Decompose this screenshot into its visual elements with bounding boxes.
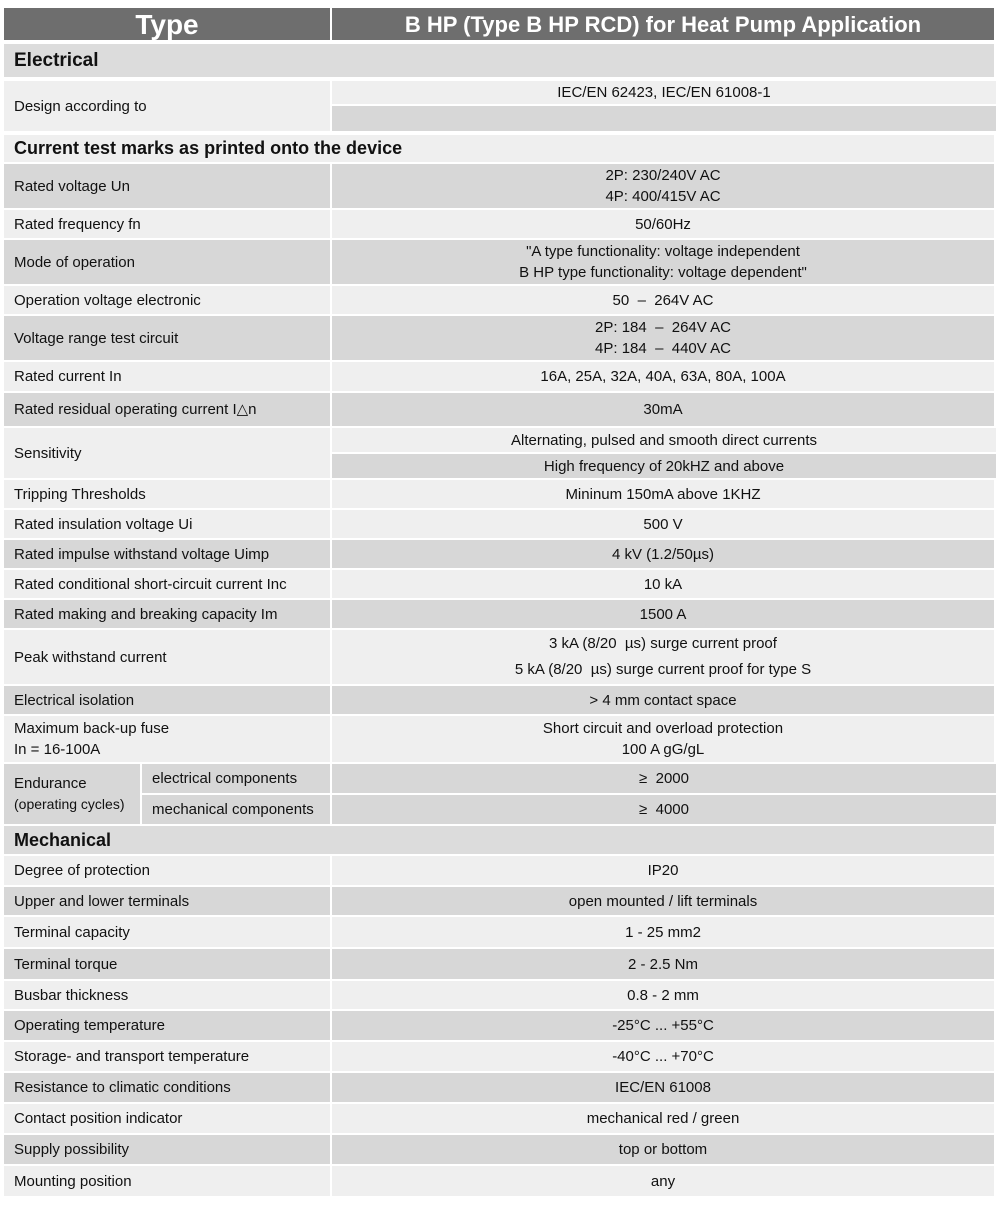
row-value: 500 V	[332, 510, 996, 540]
table-row	[4, 1042, 996, 1073]
row-value: 0.8 - 2 mm	[332, 981, 996, 1011]
row-label: Resistance to climatic conditions	[4, 1073, 332, 1104]
table-row	[4, 686, 996, 716]
row-label: Sensitivity	[4, 428, 332, 480]
row-value: 2 - 2.5 Nm	[332, 949, 996, 981]
row-label: Rated frequency fn	[4, 210, 332, 240]
row-label: Rated residual operating current I△n	[4, 393, 332, 428]
table-row	[4, 286, 996, 316]
label-line: Maximum back-up fuse	[14, 720, 170, 737]
table-row	[4, 716, 996, 764]
row-label: Operating temperature	[4, 1011, 332, 1042]
row-value: any	[332, 1166, 996, 1198]
table-row	[4, 1135, 996, 1166]
row-value: 1500 A	[332, 600, 996, 630]
row-value: -25°C ... +55°C	[332, 1011, 996, 1042]
row-label: Rated impulse withstand voltage Uimp	[4, 540, 332, 570]
row-value: 50 – 264V AC	[332, 286, 996, 316]
type-header: Type	[4, 8, 332, 42]
endurance-sublabels	[142, 764, 332, 826]
row-label: Mode of operation	[4, 240, 332, 286]
row-value: 30mA	[332, 393, 996, 428]
row-label: Storage- and transport temperature	[4, 1042, 332, 1073]
value-line: Short circuit and overload protection	[542, 720, 784, 737]
row-value	[332, 164, 996, 210]
mechanical-components-label: mechanical components	[142, 795, 332, 826]
row-label: Rated insulation voltage Ui	[4, 510, 332, 540]
table-row	[4, 949, 996, 981]
section-row	[4, 135, 996, 164]
value-line: 4P: 184 – 440V AC	[595, 340, 731, 357]
row-value: open mounted / lift terminals	[332, 887, 996, 917]
row-label: Busbar thickness	[4, 981, 332, 1011]
table-row	[4, 510, 996, 540]
table-row	[4, 393, 996, 428]
product-title: B HP (Type B HP RCD) for Heat Pump Application	[332, 8, 996, 42]
value-line: 5 kA (8/20 µs) surge current proof for type S	[514, 661, 812, 678]
table-row	[4, 856, 996, 887]
section-electrical: Electrical	[4, 44, 996, 79]
electrical-components-value: ≥ 2000	[332, 764, 996, 795]
row-value: IEC/EN 61008	[332, 1073, 996, 1104]
row-label	[4, 716, 332, 764]
table-row	[4, 600, 996, 630]
row-value	[332, 630, 996, 686]
value-line: 3 kA (8/20 µs) surge current proof	[549, 635, 777, 652]
row-value: 4 kV (1.2/50µs)	[332, 540, 996, 570]
value-line: "A type functionality: voltage independent	[526, 243, 800, 260]
row-label: Electrical isolation	[4, 686, 332, 716]
row-value	[332, 316, 996, 362]
row-value: > 4 mm contact space	[332, 686, 996, 716]
table-row	[4, 210, 996, 240]
table-row	[4, 164, 996, 210]
table-row	[4, 81, 996, 133]
row-value: -40°C ... +70°C	[332, 1042, 996, 1073]
section-row	[4, 44, 996, 79]
sensitivity-values	[332, 428, 996, 480]
label-line: Endurance	[14, 775, 87, 792]
row-label: Rated current In	[4, 362, 332, 393]
row-label: Mounting position	[4, 1166, 332, 1198]
row-label: Terminal capacity	[4, 917, 332, 949]
table-row	[4, 1011, 996, 1042]
row-value: Alternating, pulsed and smooth direct currents	[332, 428, 996, 454]
row-value: High frequency of 20kHZ and above	[332, 454, 996, 480]
row-label: Rated voltage Un	[4, 164, 332, 210]
table-row	[4, 540, 996, 570]
label-line: In = 16-100A	[14, 741, 101, 758]
row-label: Upper and lower terminals	[4, 887, 332, 917]
label-line: (operating cycles)	[14, 796, 125, 812]
row-value: 16A, 25A, 32A, 40A, 63A, 80A, 100A	[332, 362, 996, 393]
table-row	[4, 570, 996, 600]
row-label: Design according to	[4, 81, 332, 133]
empty-value-cell	[332, 106, 996, 133]
row-label: Voltage range test circuit	[4, 316, 332, 362]
table-row	[4, 887, 996, 917]
value-line: B HP type functionality: voltage dependent"	[519, 264, 807, 281]
table-row	[4, 240, 996, 286]
electrical-components-label: electrical components	[142, 764, 332, 795]
section-row	[4, 826, 996, 856]
value-line: 2P: 184 – 264V AC	[595, 319, 731, 336]
row-label: Rated making and breaking capacity Im	[4, 600, 332, 630]
row-value: mechanical red / green	[332, 1104, 996, 1135]
row-value: IP20	[332, 856, 996, 887]
row-label: Peak withstand current	[4, 630, 332, 686]
row-label: Degree of protection	[4, 856, 332, 887]
row-value: 50/60Hz	[332, 210, 996, 240]
row-value	[332, 240, 996, 286]
value-line: 100 A gG/gL	[621, 741, 705, 758]
table-header-row	[4, 8, 996, 42]
row-value: IEC/EN 62423, IEC/EN 61008-1	[332, 81, 996, 106]
table-row	[4, 981, 996, 1011]
section-mechanical: Mechanical	[4, 826, 996, 856]
table-row	[4, 428, 996, 480]
table-row	[4, 362, 996, 393]
row-value: 10 kA	[332, 570, 996, 600]
value-line: 2P: 230/240V AC	[605, 167, 721, 184]
row-label: Contact position indicator	[4, 1104, 332, 1135]
row-value	[332, 716, 996, 764]
row-label: Tripping Thresholds	[4, 480, 332, 510]
section-test-marks: Current test marks as printed onto the device	[4, 135, 996, 164]
value-line: 4P: 400/415V AC	[605, 188, 721, 205]
table-row	[4, 1166, 996, 1198]
design-values	[332, 81, 996, 133]
table-row	[4, 316, 996, 362]
table-row	[4, 630, 996, 686]
table-row	[4, 1073, 996, 1104]
row-value: 1 - 25 mm2	[332, 917, 996, 949]
table-row	[4, 917, 996, 949]
row-label: Terminal torque	[4, 949, 332, 981]
mechanical-components-value: ≥ 4000	[332, 795, 996, 826]
row-label: Supply possibility	[4, 1135, 332, 1166]
row-label: Rated conditional short-circuit current Inc	[4, 570, 332, 600]
table-row	[4, 1104, 996, 1135]
row-label: Operation voltage electronic	[4, 286, 332, 316]
endurance-label	[4, 764, 142, 826]
endurance-values	[332, 764, 996, 826]
table-row	[4, 764, 996, 826]
row-value: Mininum 150mA above 1KHZ	[332, 480, 996, 510]
row-value: top or bottom	[332, 1135, 996, 1166]
table-row	[4, 480, 996, 510]
